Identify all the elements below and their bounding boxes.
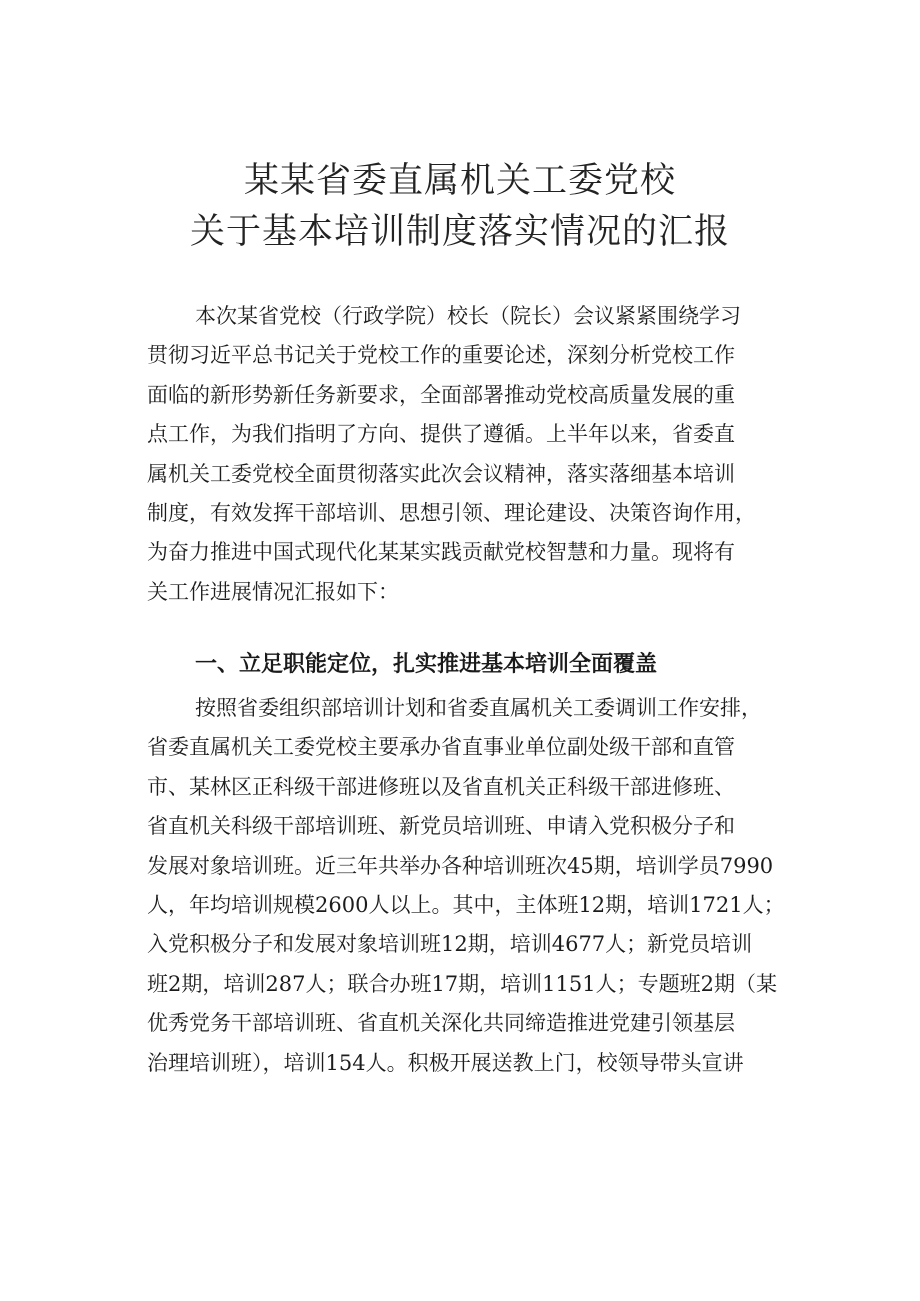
- paragraph-line: 本次某省党校（行政学院）校长（院长）会议紧紧围绕学习: [195, 304, 741, 328]
- paragraph-line: 市、某林区正科级干部进修班以及省直机关正科级干部进修班、: [147, 774, 735, 799]
- paragraph-line: 班2期，培训287人；联合办班17期，培训1151人；专题班2期（某: [147, 971, 777, 996]
- paragraph-line: 关工作进展情况汇报如下：: [147, 579, 399, 604]
- paragraph-line: 按照省委组织部培训计划和省委直属机关工委调训工作安排，: [195, 696, 762, 720]
- paragraph-line: 治理培训班），培训154人。积极开展送教上门，校领导带头宣讲: [147, 1050, 744, 1075]
- paragraph-line: 面临的新形势新任务新要求，全面部署推动党校高质量发展的重: [147, 382, 735, 407]
- section-1-heading: 一、立足职能定位，扎实推进基本培训全面覆盖: [195, 652, 658, 677]
- paragraph-line: 为奋力推进中国式现代化某某实践贡献党校智慧和力量。现将有: [147, 540, 735, 565]
- paragraph-line: 发展对象培训班。近三年共举办各种培训班次45期，培训学员7990: [147, 853, 774, 878]
- document-title-line-2: 关于基本培训制度落实情况的汇报: [189, 212, 730, 252]
- paragraph-line: 入党积极分子和发展对象培训班12期，培训4677人；新党员培训: [147, 932, 753, 957]
- intro-paragraph: [147, 297, 797, 612]
- paragraph-line: 省直机关科级干部培训班、新党员培训班、申请入党积极分子和: [147, 814, 735, 839]
- paragraph-line: 制度，有效发挥干部培训、思想引领、理论建设、决策咨询作用，: [147, 501, 756, 526]
- paragraph-line: 省委直属机关工委党校主要承办省直事业单位副处级干部和直管: [147, 735, 735, 760]
- paragraph-line: 优秀党务干部培训班、省直机关深化共同缔造推进党建引领基层: [147, 1011, 735, 1036]
- paragraph-line: 点工作，为我们指明了方向、提供了遵循。上半年以来，省委直: [147, 422, 735, 447]
- paragraph-line: 人，年均培训规模2600人以上。其中，主体班12期，培训1721人；: [147, 893, 785, 918]
- paragraph-line: 贯彻习近平总书记关于党校工作的重要论述，深刻分析党校工作: [147, 343, 735, 368]
- document-title-line-1: 某某省委直属机关工委党校: [243, 161, 676, 201]
- section-1-paragraph: [147, 689, 797, 1083]
- paragraph-line: 属机关工委党校全面贯彻落实此次会议精神，落实落细基本培训: [147, 461, 735, 486]
